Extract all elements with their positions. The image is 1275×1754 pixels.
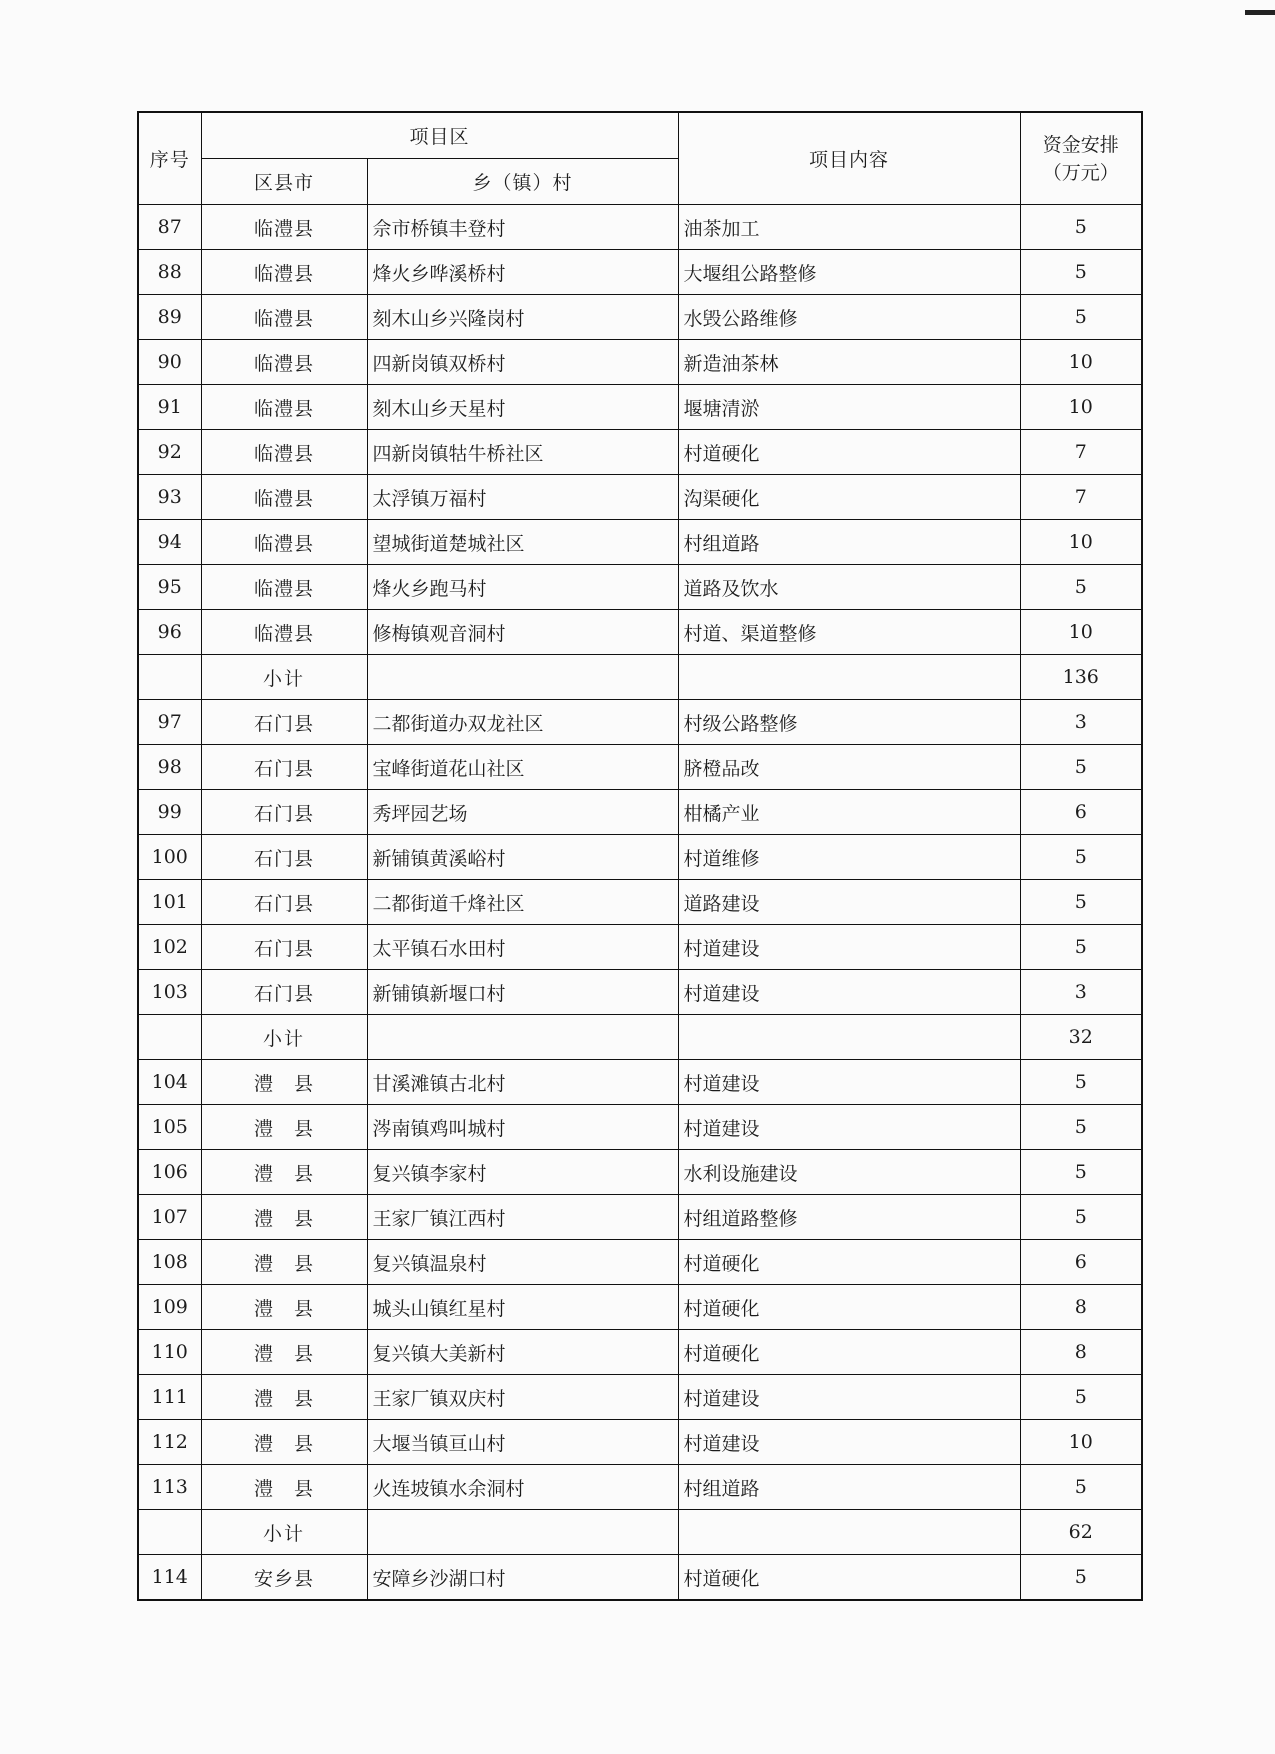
cell-seq <box>138 1510 201 1555</box>
cell-county: 澧 县 <box>201 1420 367 1465</box>
table-row <box>138 1330 1142 1375</box>
cell-seq: 99 <box>138 790 201 835</box>
cell-amount: 5 <box>1020 1105 1142 1150</box>
cell-county: 澧 县 <box>201 1330 367 1375</box>
cell-amount: 5 <box>1020 565 1142 610</box>
cell-amount: 5 <box>1020 1150 1142 1195</box>
cell-county: 临澧县 <box>201 430 367 475</box>
cell-county: 临澧县 <box>201 205 367 250</box>
cell-village <box>367 1015 678 1060</box>
cell-village: 四新岗镇牯牛桥社区 <box>367 430 678 475</box>
cell-seq: 90 <box>138 340 201 385</box>
cell-county: 临澧县 <box>201 340 367 385</box>
cell-seq: 114 <box>138 1555 201 1601</box>
cell-seq: 93 <box>138 475 201 520</box>
cell-county: 澧 县 <box>201 1465 367 1510</box>
cell-content: 村道硬化 <box>678 1330 1020 1375</box>
cell-village <box>367 655 678 700</box>
cell-village: 城头山镇红星村 <box>367 1285 678 1330</box>
cell-seq: 95 <box>138 565 201 610</box>
cell-county: 澧 县 <box>201 1195 367 1240</box>
cell-county: 安乡县 <box>201 1555 367 1601</box>
table-row <box>138 1105 1142 1150</box>
cell-amount: 5 <box>1020 1555 1142 1601</box>
cell-seq: 89 <box>138 295 201 340</box>
cell-county: 小计 <box>201 1015 367 1060</box>
table-row <box>138 1150 1142 1195</box>
table-row <box>138 700 1142 745</box>
cell-seq: 91 <box>138 385 201 430</box>
table-row <box>138 970 1142 1015</box>
cell-amount: 7 <box>1020 475 1142 520</box>
cell-content: 村组道路 <box>678 520 1020 565</box>
cell-county: 石门县 <box>201 925 367 970</box>
funding-allocation-table <box>137 111 1143 1601</box>
cell-content: 堰塘清淤 <box>678 385 1020 430</box>
cell-content: 村组道路 <box>678 1465 1020 1510</box>
header-county: 区县市 <box>201 159 367 205</box>
table-row <box>138 565 1142 610</box>
cell-content: 道路建设 <box>678 880 1020 925</box>
table-row <box>138 430 1142 475</box>
scan-corner-mark <box>1245 10 1275 15</box>
table-row <box>138 385 1142 430</box>
cell-amount: 5 <box>1020 745 1142 790</box>
subtotal-row <box>138 1015 1142 1060</box>
cell-content: 脐橙品改 <box>678 745 1020 790</box>
cell-seq <box>138 1015 201 1060</box>
cell-village: 复兴镇温泉村 <box>367 1240 678 1285</box>
cell-seq: 92 <box>138 430 201 475</box>
cell-county: 澧 县 <box>201 1240 367 1285</box>
cell-county: 临澧县 <box>201 520 367 565</box>
cell-village: 复兴镇大美新村 <box>367 1330 678 1375</box>
table-row <box>138 790 1142 835</box>
cell-content: 村道建设 <box>678 1375 1020 1420</box>
cell-seq: 88 <box>138 250 201 295</box>
cell-content: 新造油茶林 <box>678 340 1020 385</box>
cell-county: 石门县 <box>201 880 367 925</box>
cell-village: 二都街道千烽社区 <box>367 880 678 925</box>
cell-county: 临澧县 <box>201 475 367 520</box>
header-amount <box>1020 112 1142 205</box>
table-row <box>138 520 1142 565</box>
cell-content: 村道硬化 <box>678 1285 1020 1330</box>
table-row <box>138 1555 1142 1601</box>
cell-village: 修梅镇观音洞村 <box>367 610 678 655</box>
cell-seq: 107 <box>138 1195 201 1240</box>
cell-county: 小计 <box>201 1510 367 1555</box>
cell-village: 太平镇石水田村 <box>367 925 678 970</box>
funding-table-container <box>137 111 1141 1601</box>
cell-village <box>367 1510 678 1555</box>
cell-amount: 3 <box>1020 700 1142 745</box>
cell-amount: 5 <box>1020 1060 1142 1105</box>
cell-county: 临澧县 <box>201 250 367 295</box>
cell-content: 村道建设 <box>678 1060 1020 1105</box>
cell-village: 王家厂镇双庆村 <box>367 1375 678 1420</box>
table-row <box>138 250 1142 295</box>
cell-seq: 98 <box>138 745 201 790</box>
header-village: 乡（镇）村 <box>367 159 678 205</box>
cell-content: 水毁公路维修 <box>678 295 1020 340</box>
cell-village: 甘溪滩镇古北村 <box>367 1060 678 1105</box>
table-row <box>138 745 1142 790</box>
cell-village: 二都街道办双龙社区 <box>367 700 678 745</box>
cell-amount: 62 <box>1020 1510 1142 1555</box>
cell-amount: 8 <box>1020 1285 1142 1330</box>
cell-content: 村道硬化 <box>678 430 1020 475</box>
cell-county: 石门县 <box>201 970 367 1015</box>
cell-county: 澧 县 <box>201 1285 367 1330</box>
cell-amount: 7 <box>1020 430 1142 475</box>
cell-seq: 108 <box>138 1240 201 1285</box>
cell-village: 佘市桥镇丰登村 <box>367 205 678 250</box>
cell-content: 村道建设 <box>678 925 1020 970</box>
table-header-row-1 <box>138 112 1142 159</box>
cell-amount: 32 <box>1020 1015 1142 1060</box>
subtotal-row <box>138 1510 1142 1555</box>
cell-county: 临澧县 <box>201 295 367 340</box>
cell-village: 火连坡镇水余洞村 <box>367 1465 678 1510</box>
cell-amount: 5 <box>1020 925 1142 970</box>
table-row <box>138 1375 1142 1420</box>
cell-village: 新铺镇新堰口村 <box>367 970 678 1015</box>
cell-seq: 97 <box>138 700 201 745</box>
cell-village: 刻木山乡兴隆岗村 <box>367 295 678 340</box>
cell-village: 太浮镇万福村 <box>367 475 678 520</box>
cell-content: 村道建设 <box>678 970 1020 1015</box>
cell-seq: 104 <box>138 1060 201 1105</box>
cell-content: 大堰组公路整修 <box>678 250 1020 295</box>
cell-amount: 5 <box>1020 250 1142 295</box>
cell-amount: 5 <box>1020 1375 1142 1420</box>
cell-village: 复兴镇李家村 <box>367 1150 678 1195</box>
table-row <box>138 1420 1142 1465</box>
table-row <box>138 1060 1142 1105</box>
cell-village: 新铺镇黄溪峪村 <box>367 835 678 880</box>
cell-seq: 112 <box>138 1420 201 1465</box>
cell-seq: 103 <box>138 970 201 1015</box>
cell-amount: 6 <box>1020 790 1142 835</box>
cell-amount: 10 <box>1020 610 1142 655</box>
cell-content: 村级公路整修 <box>678 700 1020 745</box>
cell-seq: 101 <box>138 880 201 925</box>
cell-village: 大堰当镇亘山村 <box>367 1420 678 1465</box>
header-project-area: 项目区 <box>201 112 678 159</box>
cell-amount: 136 <box>1020 655 1142 700</box>
cell-seq: 110 <box>138 1330 201 1375</box>
table-row <box>138 880 1142 925</box>
table-body <box>138 205 1142 1601</box>
cell-village: 秀坪园艺场 <box>367 790 678 835</box>
cell-content <box>678 1510 1020 1555</box>
cell-county: 临澧县 <box>201 610 367 655</box>
cell-seq: 106 <box>138 1150 201 1195</box>
cell-content: 道路及饮水 <box>678 565 1020 610</box>
cell-amount: 3 <box>1020 970 1142 1015</box>
cell-amount: 10 <box>1020 1420 1142 1465</box>
cell-content: 村道硬化 <box>678 1555 1020 1601</box>
table-row <box>138 1285 1142 1330</box>
cell-seq: 109 <box>138 1285 201 1330</box>
table-row <box>138 475 1142 520</box>
cell-seq: 87 <box>138 205 201 250</box>
cell-county: 临澧县 <box>201 385 367 430</box>
cell-seq: 94 <box>138 520 201 565</box>
cell-village: 四新岗镇双桥村 <box>367 340 678 385</box>
cell-amount: 5 <box>1020 1465 1142 1510</box>
cell-amount: 5 <box>1020 880 1142 925</box>
cell-content: 沟渠硬化 <box>678 475 1020 520</box>
cell-amount: 10 <box>1020 340 1142 385</box>
table-row <box>138 925 1142 970</box>
table-row <box>138 835 1142 880</box>
table-row <box>138 205 1142 250</box>
cell-seq: 113 <box>138 1465 201 1510</box>
cell-county: 临澧县 <box>201 565 367 610</box>
cell-county: 澧 县 <box>201 1060 367 1105</box>
header-seq: 序号 <box>138 112 201 205</box>
cell-seq: 96 <box>138 610 201 655</box>
cell-county: 石门县 <box>201 745 367 790</box>
cell-village: 王家厂镇江西村 <box>367 1195 678 1240</box>
cell-village: 刻木山乡天星村 <box>367 385 678 430</box>
header-amount-line2: （万元） <box>1042 161 1119 184</box>
cell-amount: 10 <box>1020 520 1142 565</box>
table-row <box>138 295 1142 340</box>
cell-content: 油茶加工 <box>678 205 1020 250</box>
cell-seq <box>138 655 201 700</box>
cell-seq: 100 <box>138 835 201 880</box>
cell-amount: 6 <box>1020 1240 1142 1285</box>
cell-content: 村道建设 <box>678 1420 1020 1465</box>
header-amount-line1: 资金安排 <box>1042 133 1119 156</box>
cell-county: 澧 县 <box>201 1375 367 1420</box>
cell-county: 石门县 <box>201 790 367 835</box>
cell-county: 澧 县 <box>201 1105 367 1150</box>
table-row <box>138 340 1142 385</box>
cell-content: 村道硬化 <box>678 1240 1020 1285</box>
cell-county: 石门县 <box>201 700 367 745</box>
cell-amount: 5 <box>1020 1195 1142 1240</box>
cell-content: 水利设施建设 <box>678 1150 1020 1195</box>
cell-seq: 111 <box>138 1375 201 1420</box>
cell-county: 石门县 <box>201 835 367 880</box>
cell-village: 烽火乡哗溪桥村 <box>367 250 678 295</box>
cell-county: 澧 县 <box>201 1150 367 1195</box>
header-content: 项目内容 <box>678 112 1020 205</box>
cell-seq: 102 <box>138 925 201 970</box>
table-row <box>138 1465 1142 1510</box>
table-row <box>138 1240 1142 1285</box>
cell-amount: 5 <box>1020 295 1142 340</box>
cell-content <box>678 655 1020 700</box>
cell-village: 烽火乡跑马村 <box>367 565 678 610</box>
cell-content <box>678 1015 1020 1060</box>
cell-village: 安障乡沙湖口村 <box>367 1555 678 1601</box>
cell-seq: 105 <box>138 1105 201 1150</box>
cell-amount: 5 <box>1020 205 1142 250</box>
cell-content: 村道、渠道整修 <box>678 610 1020 655</box>
cell-content: 柑橘产业 <box>678 790 1020 835</box>
cell-village: 宝峰街道花山社区 <box>367 745 678 790</box>
table-row <box>138 1195 1142 1240</box>
cell-content: 村组道路整修 <box>678 1195 1020 1240</box>
cell-village: 涔南镇鸡叫城村 <box>367 1105 678 1150</box>
cell-village: 望城街道楚城社区 <box>367 520 678 565</box>
table-row <box>138 610 1142 655</box>
subtotal-row <box>138 655 1142 700</box>
cell-content: 村道维修 <box>678 835 1020 880</box>
cell-amount: 10 <box>1020 385 1142 430</box>
cell-amount: 5 <box>1020 835 1142 880</box>
cell-content: 村道建设 <box>678 1105 1020 1150</box>
cell-county: 小计 <box>201 655 367 700</box>
cell-amount: 8 <box>1020 1330 1142 1375</box>
